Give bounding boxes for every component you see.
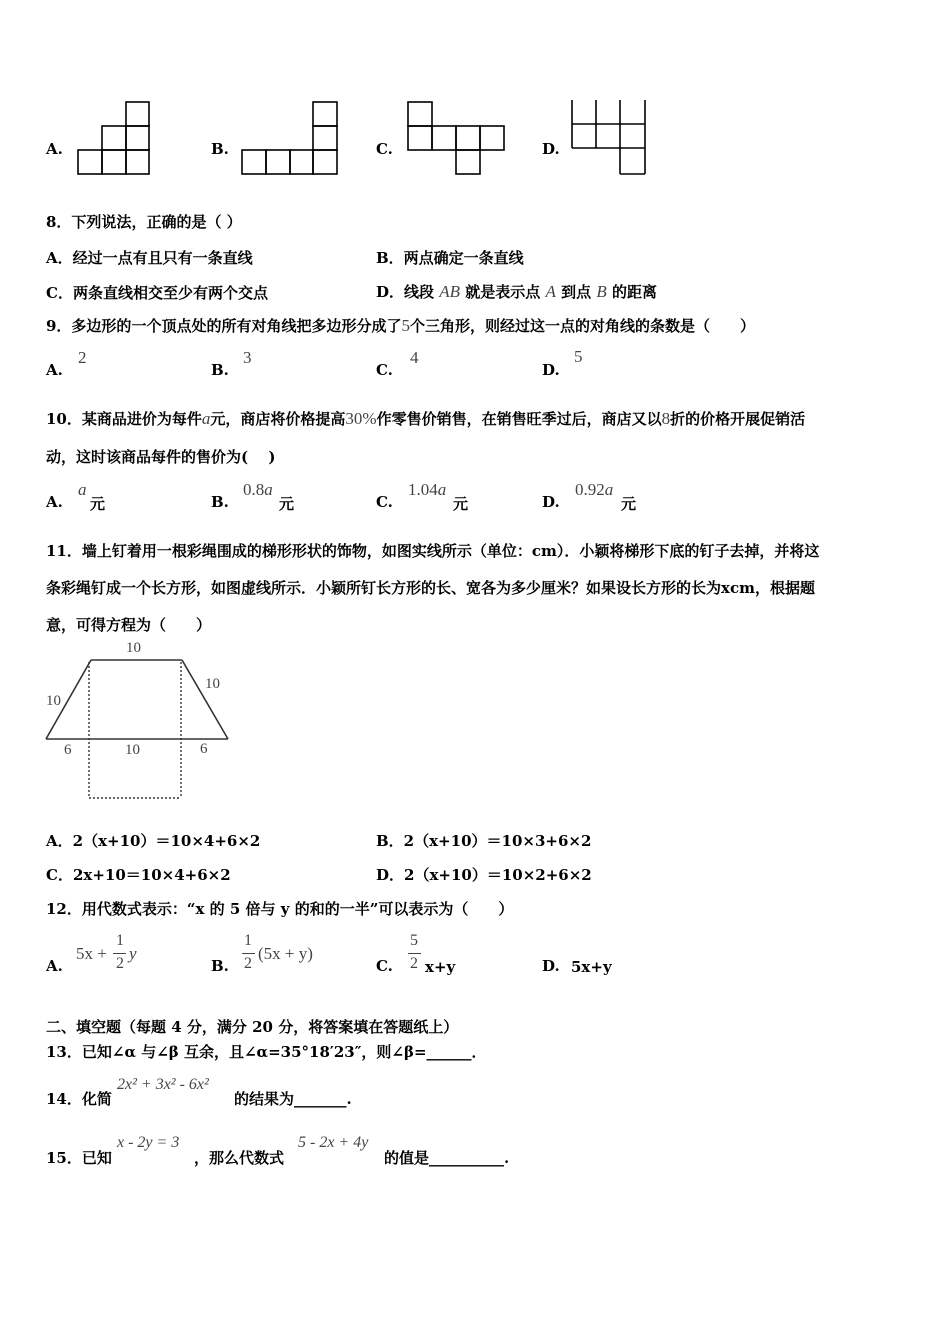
q15-post: 的值是__________.	[384, 1149, 510, 1167]
q10-option-a-label: A.	[46, 493, 63, 511]
q8-option-c: C．两条直线相交至少有两个交点	[46, 284, 268, 302]
section2-heading: 二、填空题（每题 4 分，满分 20 分，将答案填在答题纸上）	[46, 1018, 459, 1036]
q9-option-c-value: 4	[410, 348, 419, 367]
q12-option-a-pre: 5x +	[76, 944, 107, 963]
q11-stem-line3: 意，可得方程为（ ）	[46, 616, 212, 634]
q10-option-b-label: B.	[211, 493, 229, 511]
q7-option-c-label: C.	[376, 140, 393, 158]
q12-option-b-post: (5x + y)	[258, 944, 313, 963]
q10-stem-line2: 动，这时该商品每件的售价为( )	[46, 448, 276, 466]
q11-fig-bottom-right-label: 6	[200, 741, 208, 757]
q12-option-c-den: 2	[410, 955, 418, 972]
q8-option-b: B．两点确定一条直线	[376, 249, 524, 267]
q8-stem: 8．下列说法，正确的是（ ）	[46, 213, 242, 231]
q7-option-a-label: A.	[46, 140, 63, 158]
q12-option-c-num: 5	[410, 932, 418, 949]
q11-fig-top-label: 10	[126, 640, 141, 656]
q10-option-b-expr: 0.8a	[243, 480, 273, 499]
q14-expression: 2x² + 3x² - 6x²	[117, 1076, 209, 1093]
q12-option-d-value: 5x+y	[571, 958, 612, 976]
q11-option-c: C．2x+10＝10×4+6×2	[46, 866, 231, 884]
q9-stem: 9．多边形的一个顶点处的所有对角线把多边形分成了5个三角形，则经过这一点的对角线的条数是（ ）	[46, 316, 755, 335]
q11-fig-left-label: 10	[46, 693, 61, 709]
q9-option-c-label: C.	[376, 361, 393, 379]
q12-option-b-num: 1	[244, 932, 252, 949]
q11-stem-line2: 条彩绳钉成一个长方形，如图虚线所示．小颖所钉长方形的长、宽各为多少厘米？如果设长方形的长为xcm，根据题	[46, 579, 815, 597]
q10-option-d-label: D.	[542, 493, 560, 511]
q15-condition: x - 2y = 3	[117, 1134, 180, 1151]
q10-option-d-unit: 元	[621, 495, 637, 513]
q11-option-d: D．2（x+10）＝10×2+6×2	[376, 866, 592, 884]
q15-mid: ，那么代数式	[194, 1149, 285, 1167]
q12-option-b-den: 2	[244, 955, 252, 972]
q9-option-d-value: 5	[574, 347, 583, 366]
q12-stem: 12．用代数式表示：“x 的 5 倍与 y 的和的一半”可以表示为（ ）	[46, 900, 514, 918]
q11-option-a: A．2（x+10）＝10×4+6×2	[46, 832, 261, 850]
q11-fig-bottom-mid-label: 10	[125, 742, 140, 758]
q12-option-c-label: C.	[376, 957, 393, 975]
q14-pre: 14．化简	[46, 1090, 112, 1108]
q10-option-d-expr: 0.92a	[575, 480, 614, 499]
q9-option-b-label: B.	[211, 361, 229, 379]
q14-post: 的结果为_______.	[234, 1090, 352, 1108]
q11-stem-line1: 11．墙上钉着用一根彩绳围成的梯形形状的饰物，如图实线所示（单位：cm）．小颖将梯形下底的钉子去掉，并将这	[46, 542, 820, 560]
q12-option-b-fraction-bar	[242, 953, 255, 954]
q11-option-b: B．2（x+10）＝10×3+6×2	[376, 832, 592, 850]
q7-option-b-label: B.	[211, 140, 229, 158]
q12-option-c-fraction-bar	[408, 953, 421, 954]
q12-option-a-label: A.	[46, 957, 63, 975]
q8-option-a: A．经过一点有且只有一条直线	[46, 249, 253, 267]
q10-option-a-var: a	[78, 480, 87, 499]
q10-option-a-unit: 元	[90, 495, 106, 513]
q12-option-a-fraction-bar	[113, 953, 126, 954]
q12-option-b-label: B.	[211, 957, 229, 975]
q10-stem-line1: 10．某商品进价为每件a元，商店将价格提高30%作零售价销售，在销售旺季过后，商店又以8折的价格开展促销活	[46, 409, 806, 428]
q12-option-a-post: y	[129, 944, 137, 963]
q15-pre: 15．已知	[46, 1149, 112, 1167]
q7-option-d-label: D.	[542, 140, 560, 158]
q15-expression: 5 - 2x + 4y	[298, 1134, 369, 1151]
q9-option-a-label: A.	[46, 361, 63, 379]
q10-option-c-label: C.	[376, 493, 393, 511]
q9-option-b-value: 3	[243, 348, 252, 367]
q8-option-d: D．线段 AB 就是表示点 A 到点 B 的距离	[376, 282, 658, 301]
q13: 13．已知∠α 与∠β 互余，且∠α=35°18′23″，则∠β=______．	[46, 1043, 487, 1061]
q10-option-c-expr: 1.04a	[408, 480, 447, 499]
q12-option-a-num: 1	[116, 932, 124, 949]
q12-option-d-label: D.	[542, 957, 560, 975]
q10-option-c-unit: 元	[453, 495, 469, 513]
q11-fig-right-label: 10	[205, 676, 220, 692]
q10-option-b-unit: 元	[279, 495, 295, 513]
q12-option-a-den: 2	[116, 955, 124, 972]
q9-option-a-value: 2	[78, 348, 87, 367]
q12-option-c-post: x+y	[425, 958, 456, 976]
q11-fig-bottom-left-label: 6	[64, 742, 72, 758]
q9-option-d-label: D.	[542, 361, 560, 379]
